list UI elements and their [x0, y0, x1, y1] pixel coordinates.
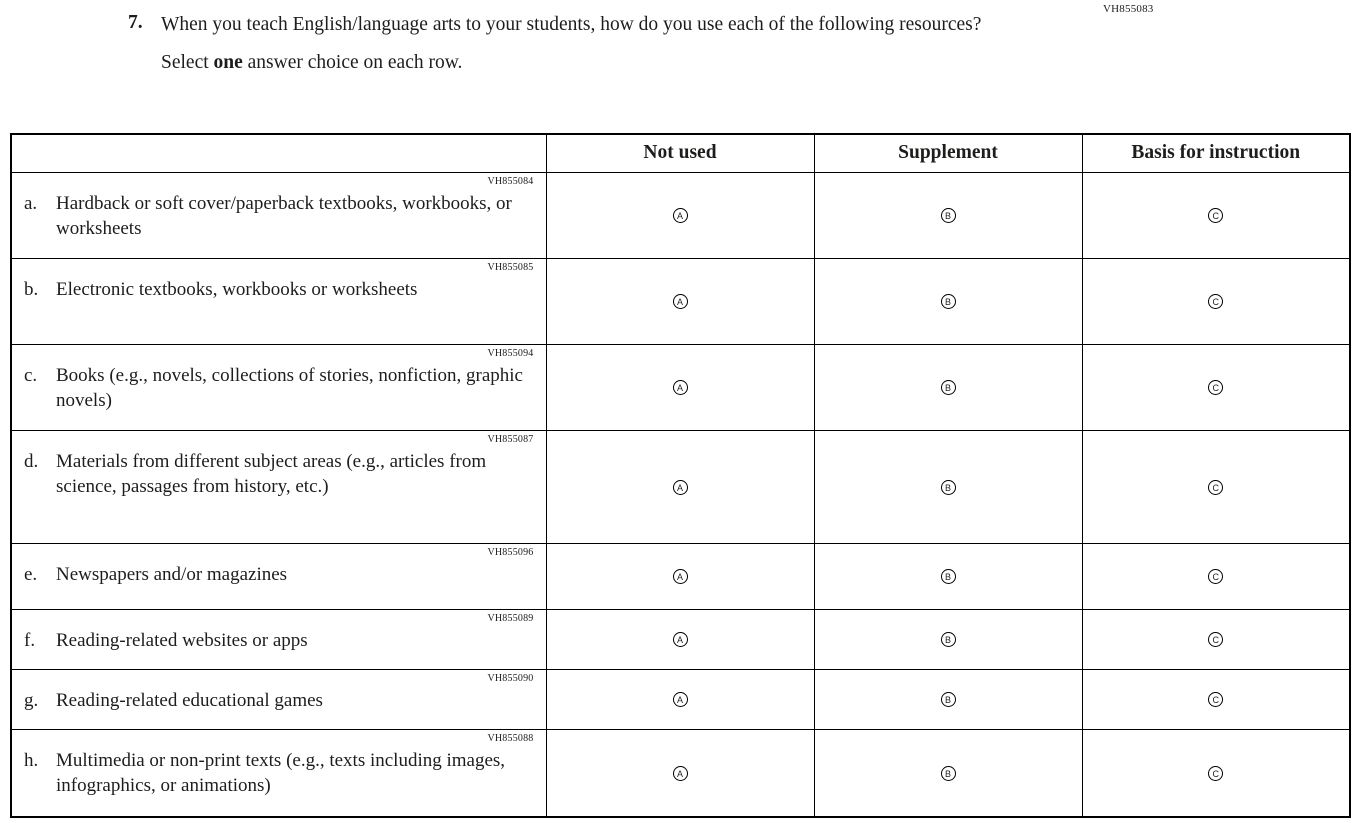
option-c-radio[interactable]: C	[1208, 632, 1223, 647]
option-c-radio[interactable]: C	[1208, 480, 1223, 495]
row-code: VH855088	[487, 732, 534, 744]
option-a-radio[interactable]: A	[673, 766, 688, 781]
option-cell-not-used[interactable]	[546, 729, 814, 817]
row-label-text: Materials from different subject areas (e.g., articles from science, passages from history, etc.)	[56, 450, 487, 497]
row-letter: f.	[24, 629, 36, 651]
question-block	[128, 12, 1028, 74]
option-c-radio[interactable]: C	[1208, 294, 1223, 309]
option-a-radio[interactable]: A	[673, 380, 688, 395]
table-row	[11, 258, 1350, 344]
table-row	[11, 543, 1350, 609]
row-label-cell	[11, 669, 546, 729]
row-label-text: Reading-related websites or apps	[56, 629, 308, 651]
question-text: When you teach English/language arts to your students, how do you use each of the following resources?	[161, 14, 982, 35]
form-code-label: VH855083	[1103, 3, 1154, 15]
table-row	[11, 729, 1350, 817]
row-letter: h.	[24, 749, 39, 771]
row-label-cell	[11, 543, 546, 609]
option-b-radio[interactable]: B	[941, 480, 956, 495]
question-instruction	[161, 52, 1028, 74]
option-b-radio[interactable]: B	[941, 692, 956, 707]
option-cell-supplement[interactable]	[814, 430, 1082, 543]
option-cell-supplement[interactable]	[814, 172, 1082, 258]
option-b-radio[interactable]: B	[941, 766, 956, 781]
option-b-radio[interactable]: B	[941, 380, 956, 395]
row-letter: e.	[24, 563, 38, 585]
option-b-radio[interactable]: B	[941, 208, 956, 223]
option-a-radio[interactable]: A	[673, 632, 688, 647]
option-cell-basis[interactable]	[1082, 669, 1350, 729]
row-code: VH855094	[487, 347, 534, 359]
row-letter: d.	[24, 450, 39, 472]
option-b-radio[interactable]: B	[941, 294, 956, 309]
instruction-suffix: answer choice on each row.	[242, 52, 463, 74]
header-basis-for-instruction: Basis for instruction	[1082, 134, 1350, 172]
option-cell-supplement[interactable]	[814, 669, 1082, 729]
option-c-radio[interactable]: C	[1208, 569, 1223, 584]
option-c-radio[interactable]: C	[1208, 692, 1223, 707]
option-cell-basis[interactable]	[1082, 344, 1350, 430]
option-cell-not-used[interactable]	[546, 258, 814, 344]
option-cell-basis[interactable]	[1082, 609, 1350, 669]
row-label-text: Hardback or soft cover/paperback textbooks, workbooks, or worksheets	[56, 192, 512, 239]
option-cell-basis[interactable]	[1082, 172, 1350, 258]
row-label-text: Newspapers and/or magazines	[56, 563, 288, 585]
row-label-cell	[11, 344, 546, 430]
row-label-cell	[11, 609, 546, 669]
option-cell-supplement[interactable]	[814, 543, 1082, 609]
instruction-prefix: Select	[161, 52, 214, 74]
row-code: VH855087	[487, 433, 534, 445]
option-a-radio[interactable]: A	[673, 208, 688, 223]
option-cell-supplement[interactable]	[814, 344, 1082, 430]
table-row	[11, 344, 1350, 430]
resource-usage-table	[10, 133, 1351, 818]
row-label-text: Multimedia or non-print texts (e.g., texts including images, infographics, or animations)	[56, 749, 506, 796]
row-letter: a.	[24, 192, 38, 214]
option-cell-not-used[interactable]	[546, 669, 814, 729]
row-letter: b.	[24, 278, 39, 300]
table-row	[11, 172, 1350, 258]
row-label-text: Books (e.g., novels, collections of stories, nonfiction, graphic novels)	[56, 364, 523, 411]
option-c-radio[interactable]: C	[1208, 380, 1223, 395]
row-letter: c.	[24, 364, 38, 386]
table-row	[11, 669, 1350, 729]
option-cell-basis[interactable]	[1082, 430, 1350, 543]
row-code: VH855096	[487, 546, 534, 558]
row-code: VH855085	[487, 261, 534, 273]
table-row	[11, 609, 1350, 669]
option-cell-basis[interactable]	[1082, 729, 1350, 817]
option-c-radio[interactable]: C	[1208, 208, 1223, 223]
option-a-radio[interactable]: A	[673, 569, 688, 584]
row-label-text: Reading-related educational games	[56, 689, 323, 711]
option-a-radio[interactable]: A	[673, 294, 688, 309]
row-label-cell	[11, 729, 546, 817]
row-code: VH855089	[487, 612, 534, 624]
instruction-bold-word: one	[213, 52, 243, 74]
table-header-row	[11, 134, 1350, 172]
row-label-cell	[11, 258, 546, 344]
table-row	[11, 430, 1350, 543]
row-letter: g.	[24, 689, 39, 711]
row-code: VH855090	[487, 672, 534, 684]
option-cell-supplement[interactable]	[814, 258, 1082, 344]
option-cell-not-used[interactable]	[546, 430, 814, 543]
option-cell-supplement[interactable]	[814, 729, 1082, 817]
option-cell-basis[interactable]	[1082, 258, 1350, 344]
header-label-column	[11, 134, 546, 172]
option-cell-supplement[interactable]	[814, 609, 1082, 669]
option-a-radio[interactable]: A	[673, 692, 688, 707]
option-cell-not-used[interactable]	[546, 543, 814, 609]
question-number: 7.	[128, 12, 143, 33]
option-b-radio[interactable]: B	[941, 632, 956, 647]
row-label-cell	[11, 430, 546, 543]
option-b-radio[interactable]: B	[941, 569, 956, 584]
header-supplement: Supplement	[814, 134, 1082, 172]
row-label-cell	[11, 172, 546, 258]
option-cell-not-used[interactable]	[546, 609, 814, 669]
option-cell-basis[interactable]	[1082, 543, 1350, 609]
option-cell-not-used[interactable]	[546, 344, 814, 430]
row-label-text: Electronic textbooks, workbooks or worksheets	[56, 278, 418, 300]
option-c-radio[interactable]: C	[1208, 766, 1223, 781]
option-a-radio[interactable]: A	[673, 480, 688, 495]
header-not-used: Not used	[546, 134, 814, 172]
row-code: VH855084	[487, 175, 534, 187]
option-cell-not-used[interactable]	[546, 172, 814, 258]
